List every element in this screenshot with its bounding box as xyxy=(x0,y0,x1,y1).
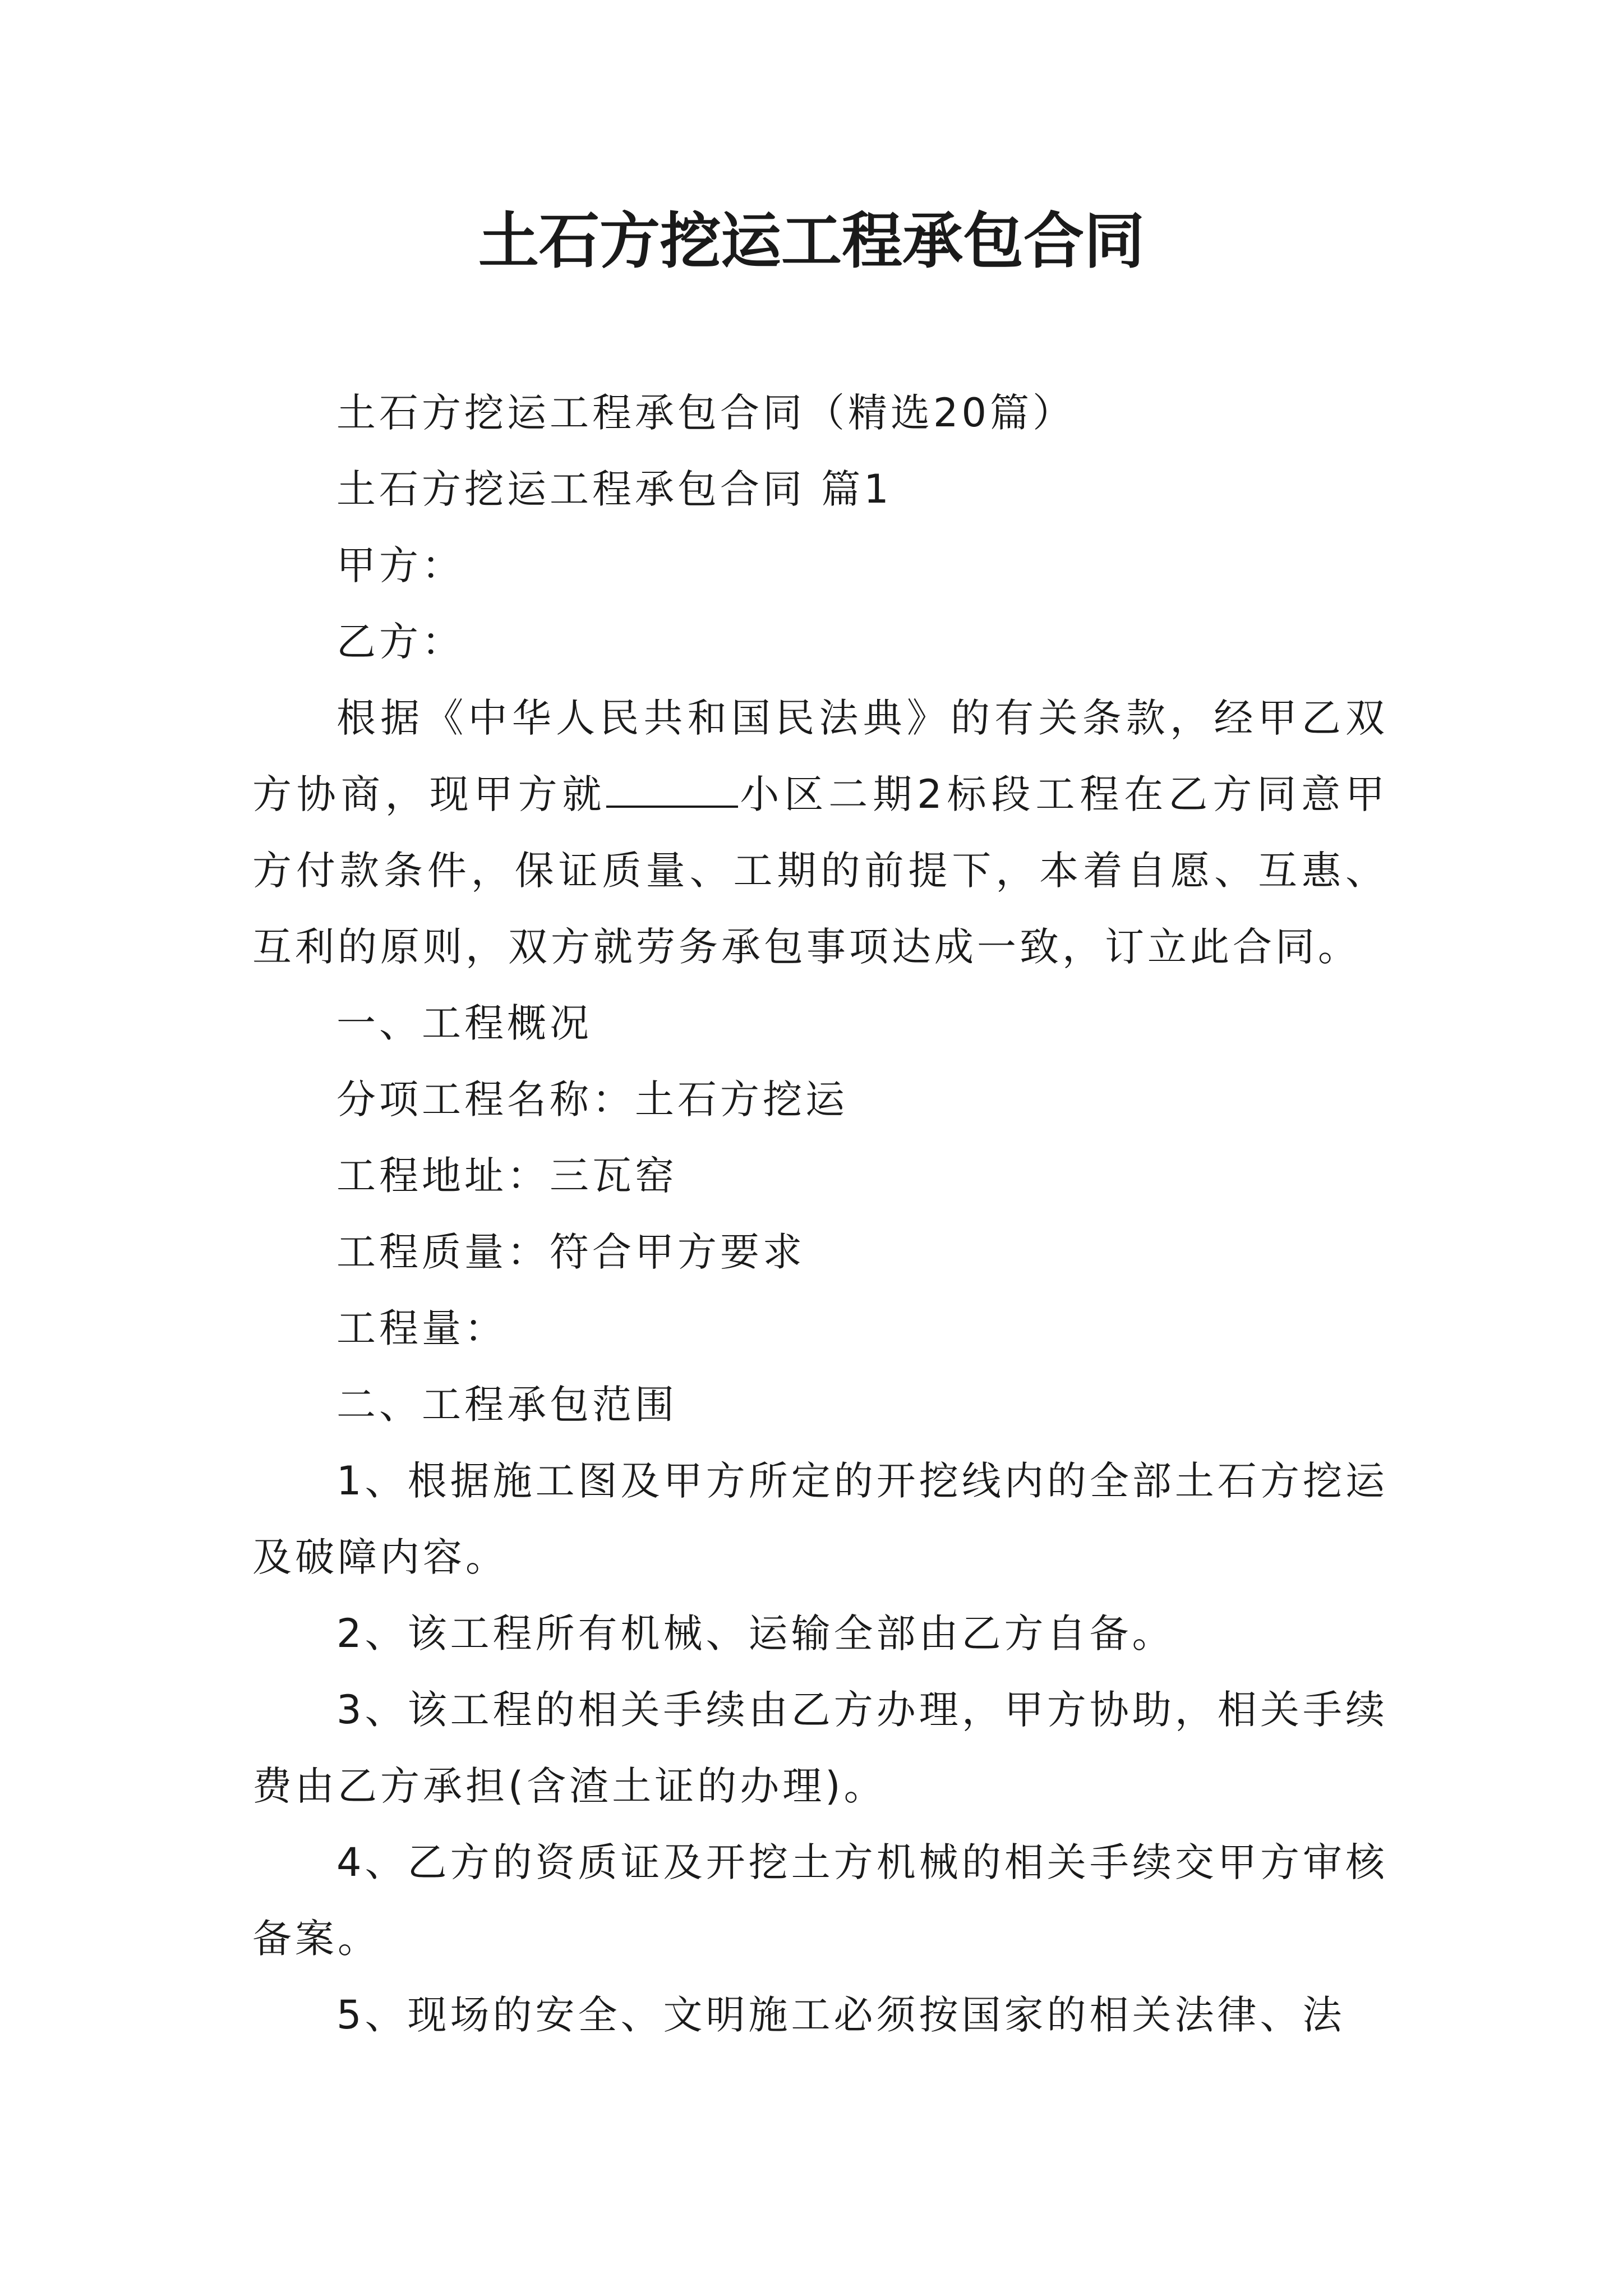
section-1-heading: 一、工程概况 xyxy=(336,1000,592,1046)
party-b-line: 乙方： xyxy=(336,619,464,665)
section-2-heading: 二、工程承包范围 xyxy=(336,1382,677,1428)
party-a-line: 甲方： xyxy=(336,542,464,588)
intro-paragraph xyxy=(252,680,1388,985)
project-address-line: 工程地址：三瓦窑 xyxy=(336,1153,677,1199)
document-title: 土石方挖运工程承包合同 xyxy=(478,206,1145,277)
intro-text-start: 根据《中华人民共和国民法典》的有关条款，经甲乙双方协商，现甲方就 xyxy=(252,695,1388,817)
project-quality-line: 工程质量：符合甲方要求 xyxy=(336,1229,805,1275)
scope-item-5: 5、现场的安全、文明施工必须按国家的相关法律、法 xyxy=(336,1992,1345,2038)
subtitle: 土石方挖运工程承包合同（精选20篇） xyxy=(336,390,1076,436)
document-body xyxy=(252,375,1388,2053)
intro-text-end: 小区二期2标段工程在乙方同意甲方付款条件，保证质量、工期的前提下，本着自愿、互惠、互利的原则，双方就劳务承包事项达成一致，订立此合同。 xyxy=(252,771,1388,970)
scope-item-1: 1、根据施工图及甲方所定的开挖线内的全部土石方挖运及破障内容。 xyxy=(252,1458,1388,1580)
chapter-heading: 土石方挖运工程承包合同 篇1 xyxy=(336,466,892,512)
project-quantity-line: 工程量： xyxy=(336,1305,507,1351)
scope-item-2: 2、该工程所有机械、运输全部由乙方自备。 xyxy=(336,1611,1175,1657)
fill-in-blank xyxy=(606,766,738,808)
scope-item-4: 4、乙方的资质证及开挖土方机械的相关手续交甲方审核备案。 xyxy=(252,1839,1388,1962)
project-name-line: 分项工程名称：土石方挖运 xyxy=(336,1076,848,1122)
scope-item-3: 3、该工程的相关手续由乙方办理，甲方协助，相关手续费由乙方承担(含渣土证的办理)。 xyxy=(252,1687,1388,1809)
